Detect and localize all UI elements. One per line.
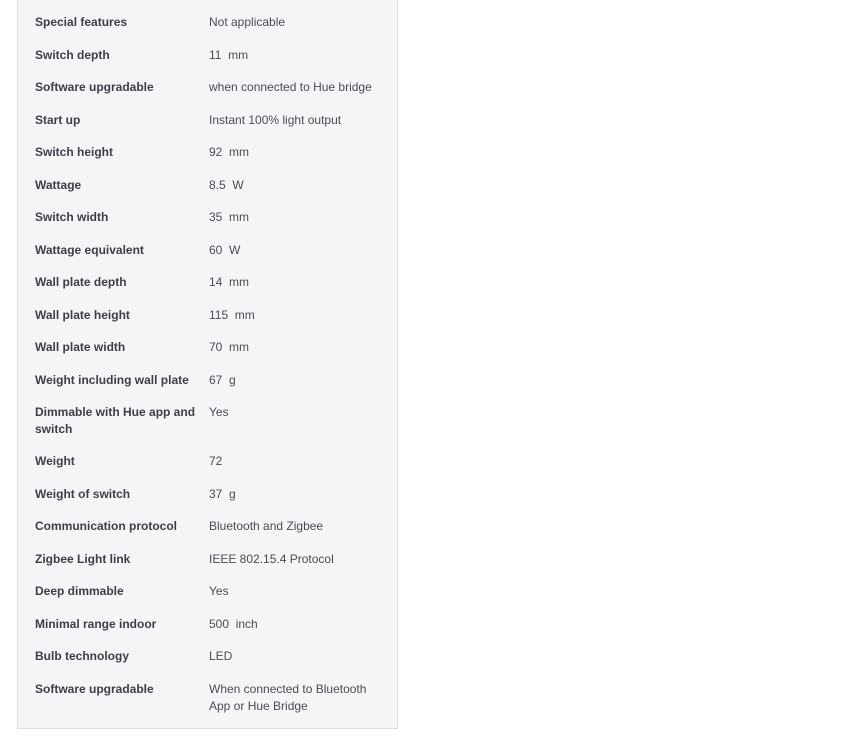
spec-row-minimal-range-indoor xyxy=(18,616,397,649)
spec-name: Wall plate width xyxy=(35,340,126,354)
spec-value: Instant 100% light output xyxy=(209,112,342,127)
spec-row-bulb-technology xyxy=(18,648,397,681)
spec-row-switch-height xyxy=(18,144,397,177)
spec-value: 92 mm xyxy=(209,145,250,159)
spec-value: Yes xyxy=(209,584,229,598)
specifications-list xyxy=(18,14,397,721)
spec-row-weight-of-switch xyxy=(18,486,397,519)
spec-value: Not applicable xyxy=(209,15,286,29)
spec-row-wattage-equivalent xyxy=(18,242,397,275)
spec-value: 35 mm xyxy=(209,210,250,224)
spec-row-weight xyxy=(18,453,397,486)
spec-row-special-features xyxy=(18,14,397,47)
spec-row-switch-depth xyxy=(18,47,397,80)
spec-value: 14 mm xyxy=(209,275,250,289)
spec-value: 500 inch xyxy=(209,616,258,631)
spec-name: Wattage equivalent xyxy=(35,242,144,257)
spec-name: Wattage xyxy=(35,177,82,192)
spec-value: 37 g xyxy=(209,486,236,501)
spec-name: Deep dimmable xyxy=(35,584,124,598)
spec-name: Start up xyxy=(35,112,81,127)
spec-row-start-up xyxy=(18,112,397,145)
spec-row-dimmable-with-hue-app xyxy=(18,404,397,453)
spec-row-weight-including-wall-plate xyxy=(18,372,397,405)
spec-name: Wall plate height xyxy=(35,307,130,322)
spec-name: Special features xyxy=(35,15,128,29)
spec-value: LED xyxy=(209,649,233,663)
spec-value: 72 xyxy=(209,454,223,468)
spec-name: Software upgradable xyxy=(35,681,154,696)
spec-name: Switch height xyxy=(35,145,113,159)
spec-row-wall-plate-width xyxy=(18,339,397,372)
spec-row-switch-width xyxy=(18,209,397,242)
spec-value: IEEE 802.15.4 Protocol xyxy=(209,551,334,566)
spec-value: When connected to Bluetooth App or Hue Bridge xyxy=(209,681,370,713)
spec-row-wattage xyxy=(18,177,397,210)
spec-row-wall-plate-depth xyxy=(18,274,397,307)
spec-value: 60 W xyxy=(209,242,241,257)
spec-value: 67 g xyxy=(209,372,236,387)
spec-value: 70 mm xyxy=(209,340,250,354)
spec-name: Bulb technology xyxy=(35,649,129,663)
spec-name: Communication protocol xyxy=(35,519,177,533)
spec-row-wall-plate-height xyxy=(18,307,397,340)
spec-name: Minimal range indoor xyxy=(35,616,157,631)
spec-row-zigbee-light-link xyxy=(18,551,397,584)
spec-value: when connected to Hue bridge xyxy=(209,80,372,94)
spec-name: Weight of switch xyxy=(35,486,131,501)
spec-name: Switch depth xyxy=(35,47,110,62)
spec-name: Software upgradable xyxy=(35,80,154,94)
spec-row-software-upgradable-bluetooth xyxy=(18,681,397,721)
spec-value: 115 mm xyxy=(209,307,255,322)
spec-value: Yes xyxy=(209,405,229,419)
spec-name: Wall plate depth xyxy=(35,275,127,289)
spec-name: Weight including wall plate xyxy=(35,372,189,387)
spec-name: Weight xyxy=(35,454,75,468)
spec-name: Zigbee Light link xyxy=(35,551,131,566)
spec-value: 8.5 W xyxy=(209,177,244,192)
spec-value: Bluetooth and Zigbee xyxy=(209,519,324,533)
spec-row-software-upgradable xyxy=(18,79,397,112)
spec-value: 11 mm xyxy=(209,47,249,62)
spec-name: Switch width xyxy=(35,210,109,224)
specifications-panel xyxy=(17,0,398,729)
spec-name: Dimmable with Hue app and switch xyxy=(35,405,196,436)
spec-row-communication-protocol xyxy=(18,518,397,551)
spec-row-deep-dimmable xyxy=(18,583,397,616)
